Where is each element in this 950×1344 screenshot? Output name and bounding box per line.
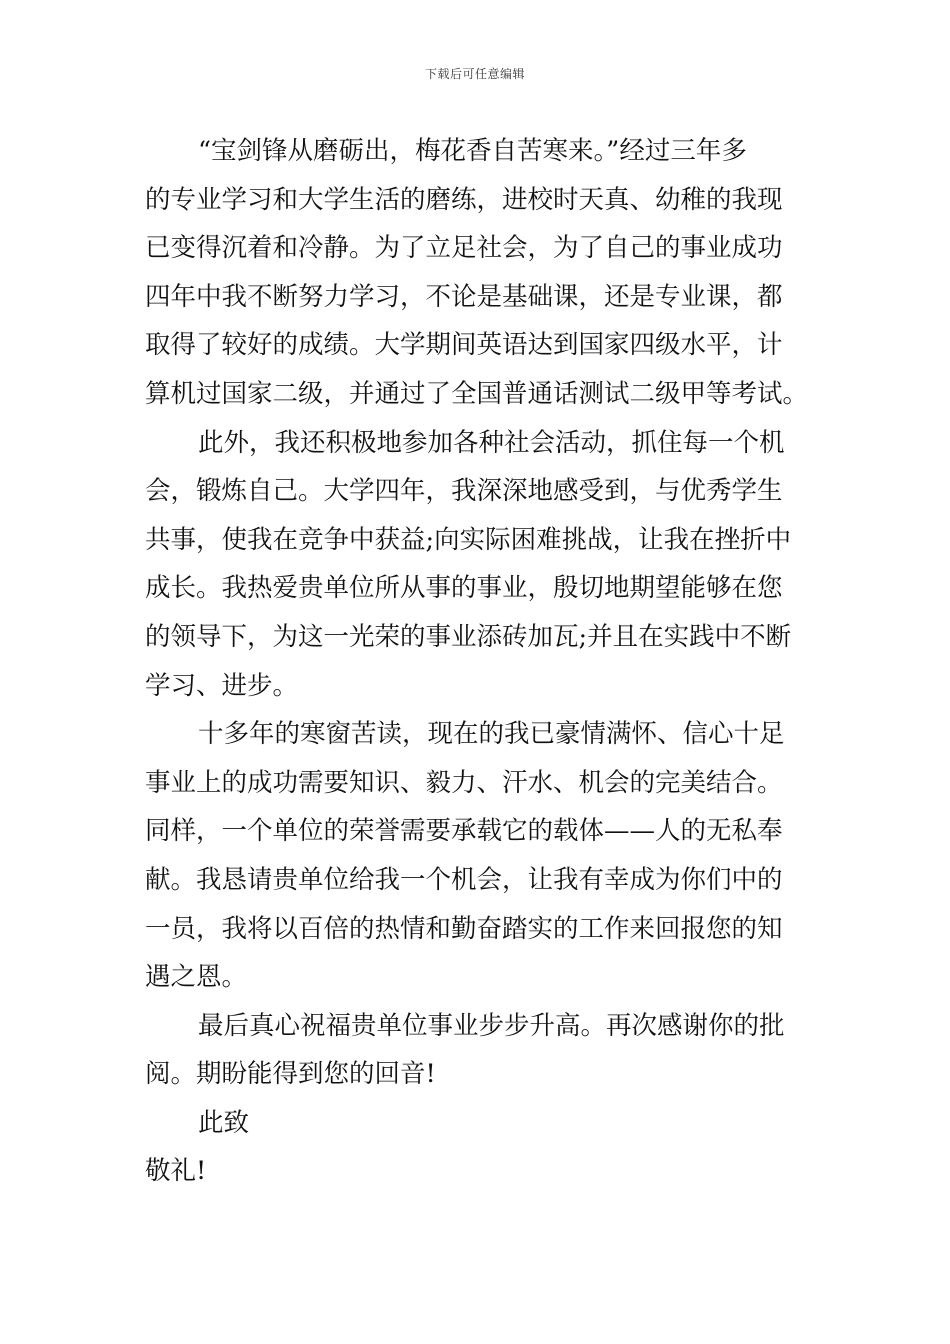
paragraph-line: 十多年的寒窗苦读，现在的我已豪情满怀、信心十足 (198, 719, 785, 750)
paragraph-line: 学习、进步。 (145, 670, 299, 701)
paragraph-line: 最后真心祝福贵单位事业步步升高。再次感谢你的批 (198, 1010, 785, 1041)
paragraph-line: 会，锻炼自己。大学四年，我深深地感受到，与优秀学生 (145, 476, 783, 507)
paragraph-line: “宝剑锋从磨砺出，梅花香自苦寒来。”经过三年多 (198, 136, 747, 166)
header-note: 下载后可任意编辑 (424, 67, 525, 81)
letter-body (145, 127, 810, 1196)
paragraph-line: 遇之恩。 (145, 962, 248, 993)
paragraph-line: 四年中我不断努力学习，不论是基础课，还是专业课，都 (145, 281, 783, 312)
paragraph-line: 的专业学习和大学生活的磨练，进校时天真、幼稚的我现 (145, 184, 783, 215)
paragraph-line: 的领导下，为这一光荣的事业添砖加瓦;并且在实践中不断 (145, 621, 792, 652)
paragraph-line: 共事，使我在竞争中获益;向实际困难挑战，让我在挫折中 (145, 524, 792, 555)
paragraph-line: 算机过国家二级，并通过了全国普通话测试二级甲等考试。 (145, 378, 809, 409)
paragraph-line: 取得了较好的成绩。大学期间英语达到国家四级水平，计 (145, 330, 783, 361)
paragraph-2 (145, 419, 810, 711)
paragraph-line: 一员，我将以百倍的热情和勤奋踏实的工作来回报您的知 (145, 913, 783, 944)
closing (145, 1099, 810, 1196)
paragraph-line: 此外，我还积极地参加各种社会活动，抓住每一个机 (198, 427, 785, 458)
paragraph-3 (145, 710, 810, 1002)
paragraph-1 (145, 127, 810, 419)
paragraph-line: 已变得沉着和冷静。为了立足社会，为了自己的事业成功 (145, 233, 783, 264)
paragraph-line: 成长。我热爱贵单位所从事的事业，殷切地期望能够在您 (145, 573, 783, 604)
closing-regards: 敬礼! (145, 1156, 207, 1187)
closing-salutation: 此致 (198, 1107, 250, 1138)
paragraph-line: 献。我恳请贵单位给我一个机会，让我有幸成为你们中的 (145, 864, 783, 895)
paragraph-line: 同样，一个单位的荣誉需要承载它的载体——人的无私奉 (145, 816, 783, 847)
paragraph-line: 阅。期盼能得到您的回音! (145, 1059, 436, 1090)
paragraph-line: 事业上的成功需要知识、毅力、汗水、机会的完美结合。 (145, 767, 783, 798)
paragraph-4 (145, 1002, 810, 1099)
